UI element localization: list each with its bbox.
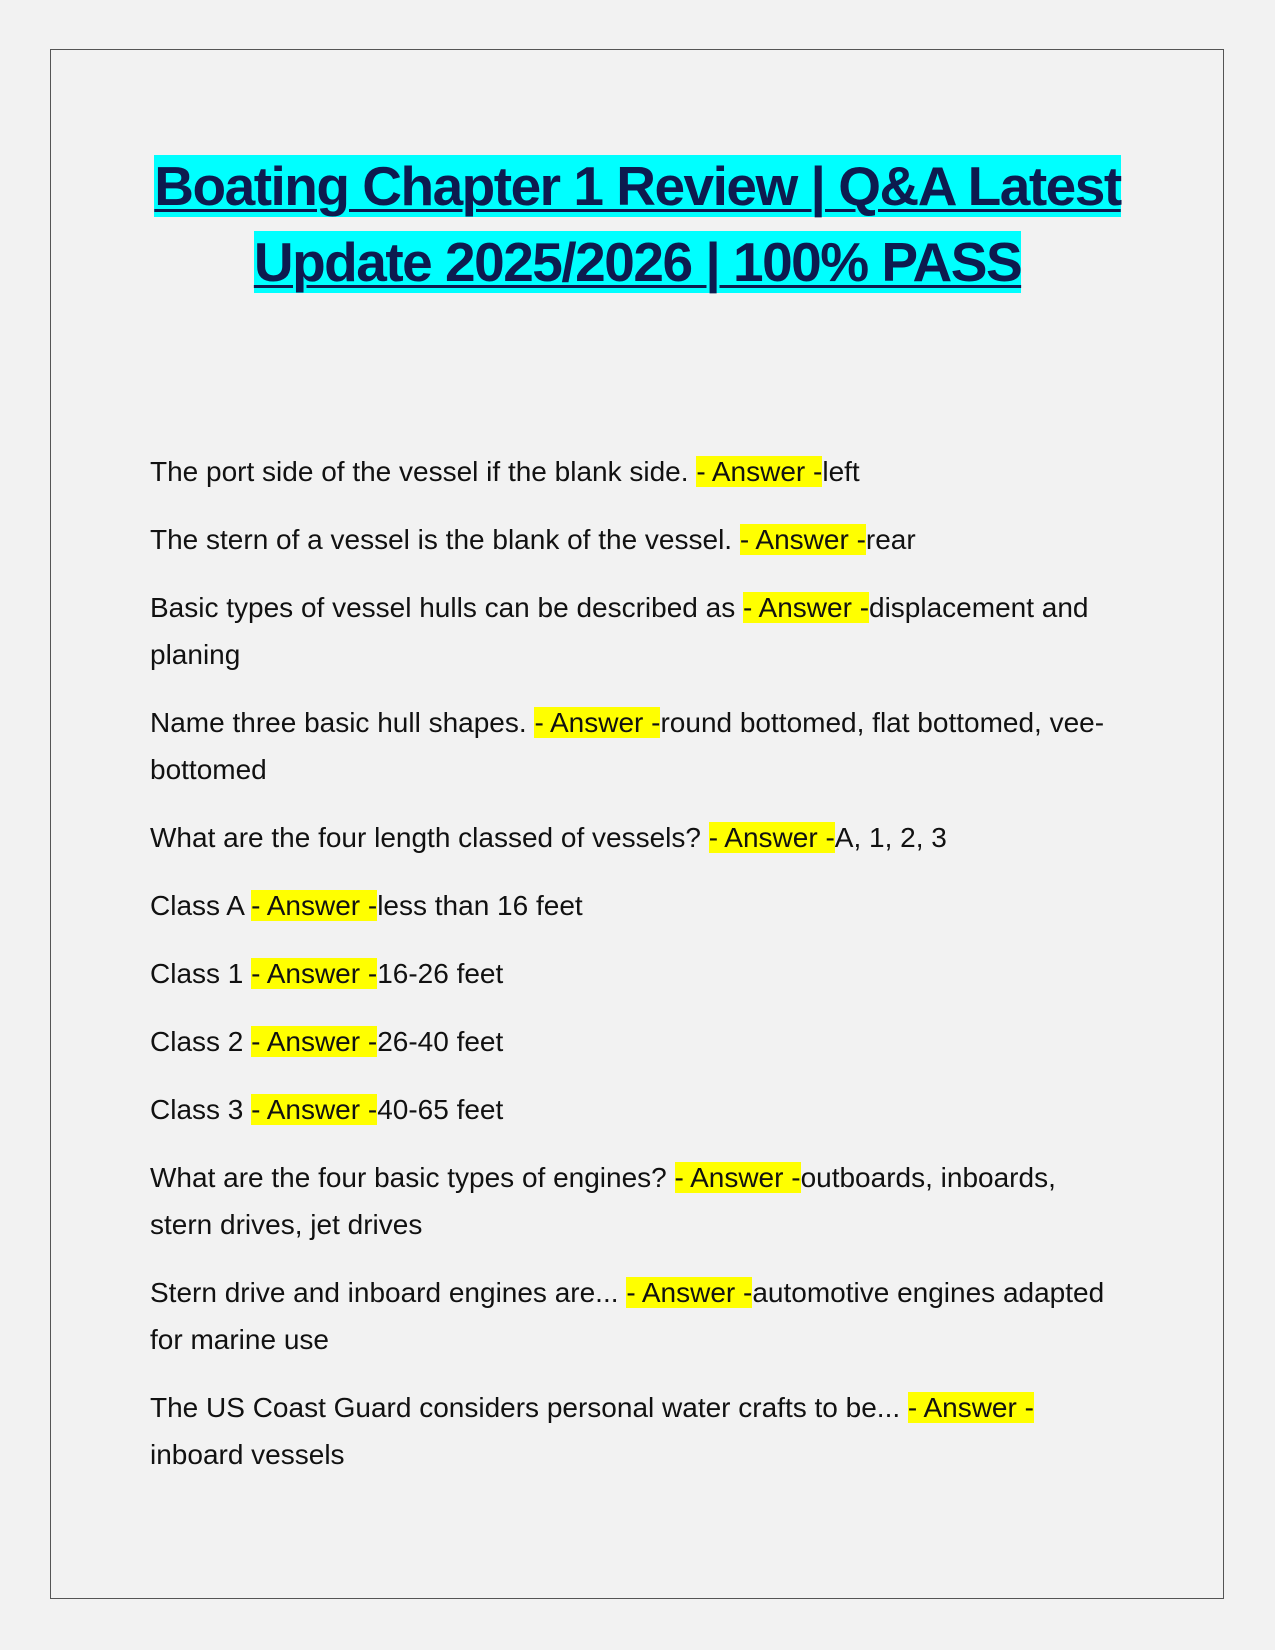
answer-text: round bottomed, flat bottomed, vee-bottomed (150, 707, 1105, 785)
question-text: Class 3 (150, 1094, 252, 1125)
answer-text: 26-40 feet (377, 1026, 504, 1057)
question-text: The US Coast Guard considers personal water crafts to be... (150, 1392, 908, 1423)
answer-marker: - Answer - (626, 1277, 753, 1308)
document-title-text: Boating Chapter 1 Review | Q&A Latest Update 2025/2026 | 100% PASS (154, 155, 1121, 293)
question-text: Class 1 (150, 958, 252, 989)
qa-item (150, 516, 1125, 563)
question-text: Basic types of vessel hulls can be described as (150, 592, 743, 623)
answer-marker: - Answer - (739, 524, 866, 555)
answer-marker: - Answer - (696, 456, 823, 487)
answer-marker: - Answer - (708, 822, 835, 853)
qa-item (150, 584, 1125, 678)
answer-marker: - Answer - (251, 890, 378, 921)
answer-text: displacement and planing (150, 592, 1089, 670)
answer-text: inboard vessels (150, 1439, 345, 1470)
answer-text: A, 1, 2, 3 (834, 822, 947, 853)
question-text: What are the four basic types of engines? (150, 1162, 675, 1193)
answer-marker: - Answer - (251, 1094, 378, 1125)
document-header (150, 148, 1125, 300)
question-text: The stern of a vessel is the blank of the vessel. (150, 524, 740, 555)
question-text: Stern drive and inboard engines are... (150, 1277, 627, 1308)
qa-item (150, 448, 1125, 495)
qa-item (150, 882, 1125, 929)
qa-item (150, 1018, 1125, 1065)
question-text: What are the four length classed of vessels? (150, 822, 709, 853)
qa-item (150, 699, 1125, 793)
answer-text: less than 16 feet (377, 890, 583, 921)
answer-text: 40-65 feet (377, 1094, 504, 1125)
qa-item (150, 1154, 1125, 1248)
qa-item (150, 1086, 1125, 1133)
qa-item (150, 1269, 1125, 1363)
question-text: Class A (150, 890, 252, 921)
answer-marker: - Answer - (674, 1162, 801, 1193)
answer-marker: - Answer - (251, 1026, 378, 1057)
document-title (150, 148, 1125, 300)
answer-text: left (822, 456, 860, 487)
answer-marker: - Answer - (251, 958, 378, 989)
question-text: The port side of the vessel if the blank side. (150, 456, 697, 487)
qa-list (150, 448, 1125, 1499)
answer-text: outboards, inboards, stern drives, jet drives (150, 1162, 1056, 1240)
question-text: Class 2 (150, 1026, 252, 1057)
answer-text: automotive engines adapted for marine use (150, 1277, 1105, 1355)
answer-text: rear (865, 524, 916, 555)
qa-item (150, 1384, 1125, 1478)
answer-text: 16-26 feet (377, 958, 504, 989)
qa-item (150, 950, 1125, 997)
answer-marker: - Answer - (742, 592, 870, 623)
qa-item (150, 814, 1125, 861)
question-text: Name three basic hull shapes. (150, 707, 535, 738)
answer-marker: - Answer - (907, 1392, 1034, 1423)
answer-marker: - Answer - (534, 707, 661, 738)
